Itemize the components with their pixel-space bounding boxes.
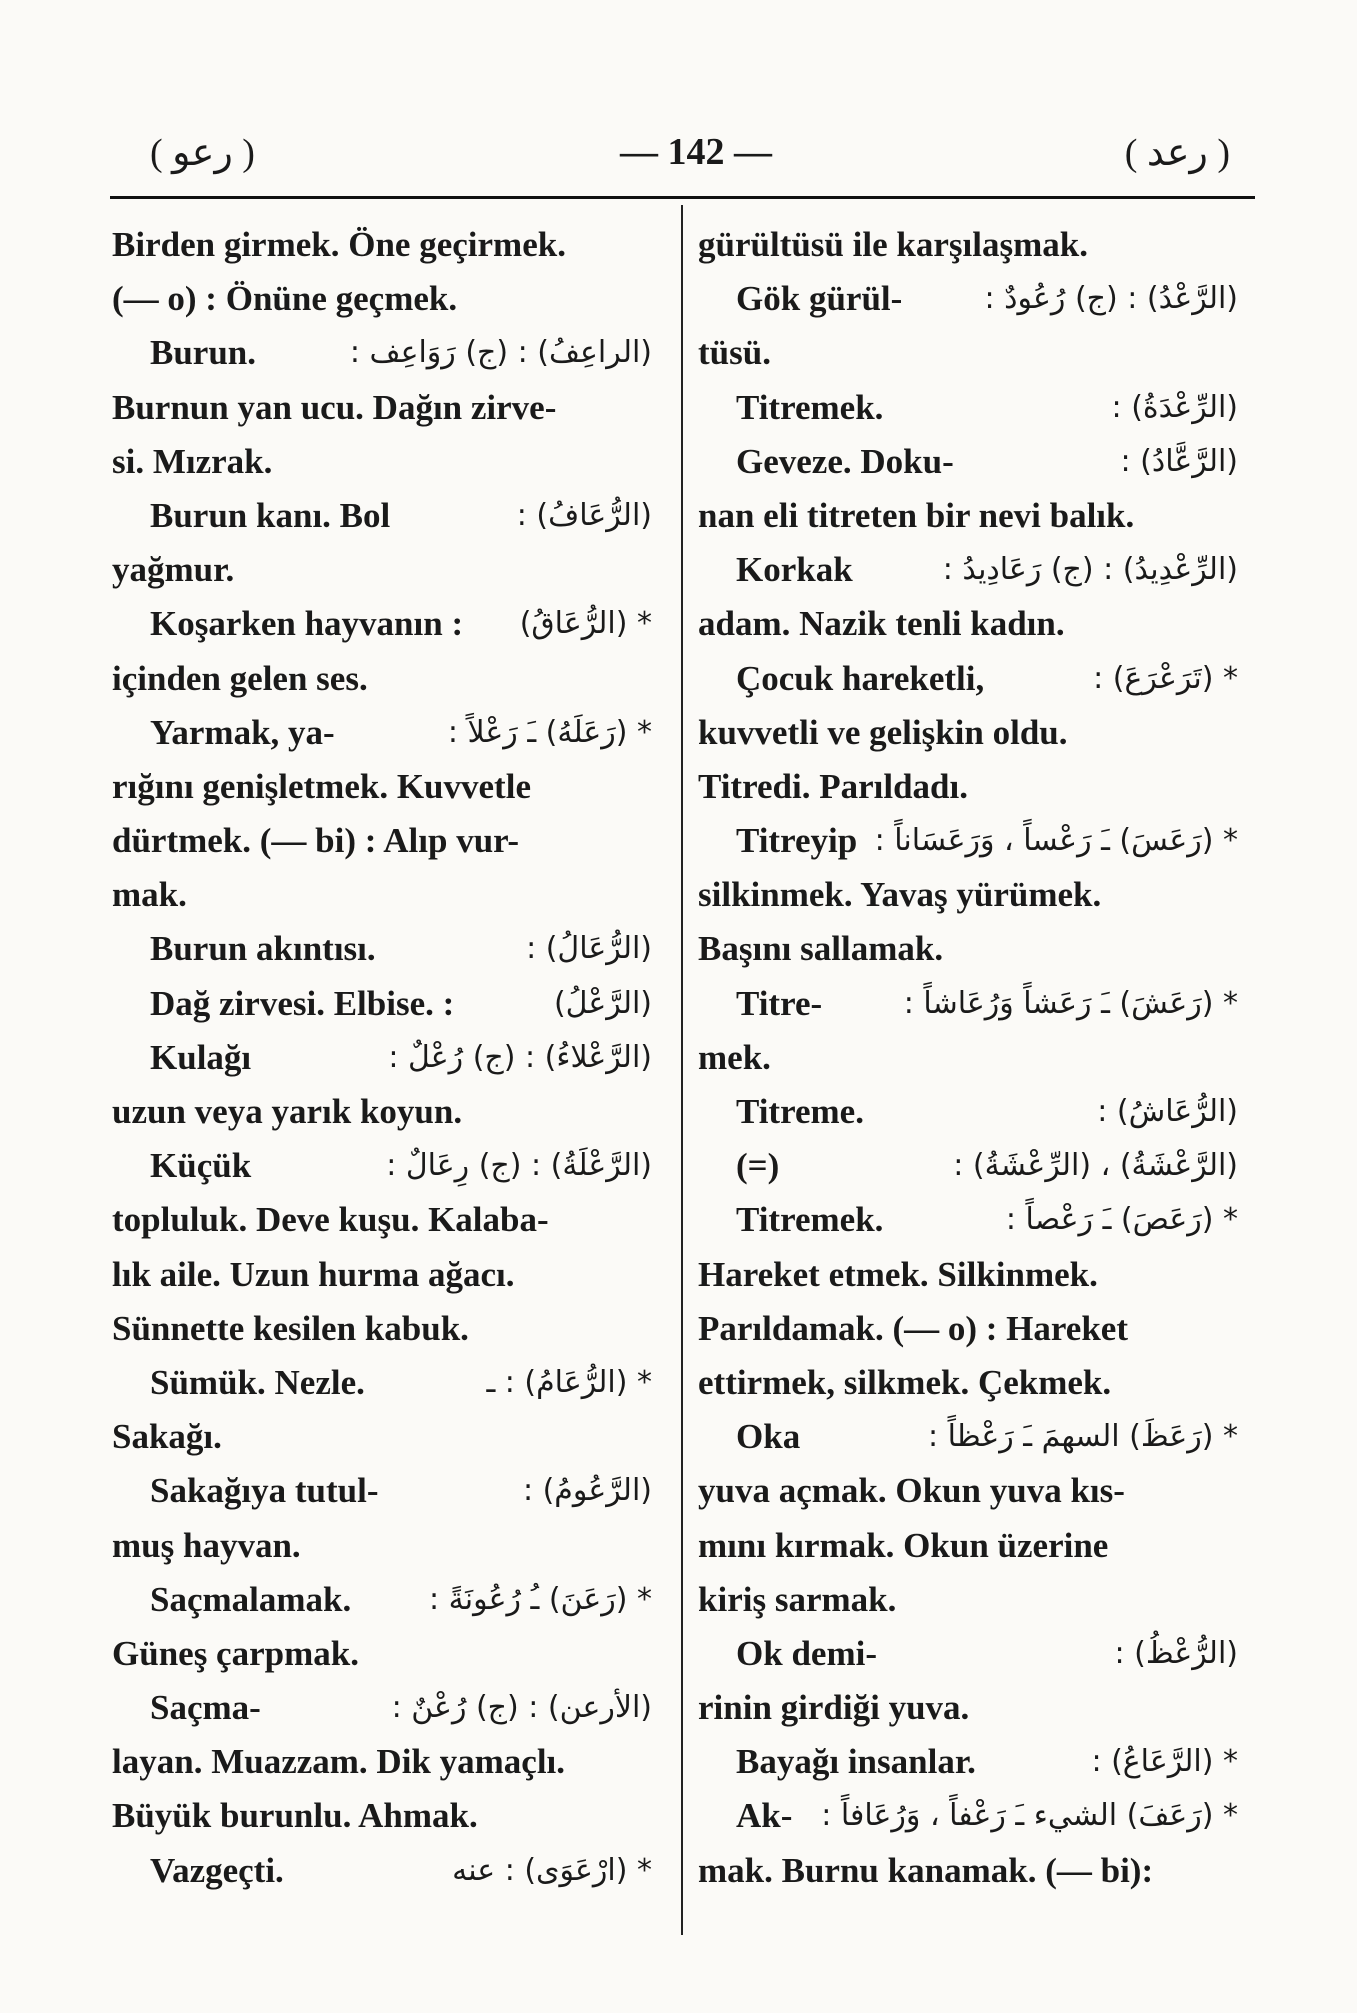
arabic-headword: * (رَعَشَ) ـَ رَعَشاً وَرُعَاشاً : (903, 985, 1238, 1021)
line-text: rinin girdiği yuva. (698, 1688, 970, 1728)
dictionary-line (112, 1681, 652, 1735)
dictionary-line (112, 1789, 652, 1843)
dictionary-line (112, 760, 652, 814)
line-text: ettirmek, silkmek. Çekmek. (698, 1362, 1112, 1402)
line-text: Burun akıntısı. (150, 929, 376, 969)
dictionary-line (698, 1681, 1238, 1735)
arabic-headword: (الرَّعْلاءُ) : (ج) رُعْلٌ : (388, 1039, 652, 1075)
dictionary-line (112, 1410, 652, 1464)
dictionary-line (112, 1356, 652, 1410)
dictionary-line (698, 435, 1238, 489)
line-text: mak. Burnu kanamak. (— bi): (698, 1850, 1154, 1890)
arabic-headword: (الرُّعَالُ) : (526, 931, 652, 967)
arabic-headword: * (الرَّعَاعُ) : (1091, 1744, 1238, 1780)
dictionary-line (698, 706, 1238, 760)
dictionary-line (698, 868, 1238, 922)
line-text: kuvvetli ve gelişkin oldu. (698, 712, 1068, 752)
arabic-headword: (الراعِفُ) : (ج) رَوَاعِف : (349, 335, 652, 371)
dictionary-line (698, 1031, 1238, 1085)
line-text: lık aile. Uzun hurma ağacı. (112, 1254, 515, 1294)
line-text: layan. Muazzam. Dik yamaçlı. (112, 1742, 566, 1782)
dictionary-line (698, 977, 1238, 1031)
line-text: Burun. (150, 333, 257, 373)
line-text: Titre- (736, 983, 823, 1023)
line-text: gürültüsü ile karşılaşmak. (698, 225, 1088, 264)
dictionary-line (112, 814, 652, 868)
dictionary-line (112, 1735, 652, 1789)
dictionary-line (698, 1519, 1238, 1573)
column-divider (681, 205, 683, 1935)
dictionary-line (698, 218, 1238, 272)
arabic-headword: (الرَّعْلَةُ) : (ج) رِعَالٌ : (386, 1148, 652, 1184)
line-text: Hareket etmek. Silkinmek. (698, 1254, 1098, 1294)
line-text: Koşarken hayvanın : (150, 604, 464, 644)
dictionary-line (698, 1789, 1238, 1843)
line-text: Korkak (736, 550, 853, 590)
arabic-headword: (الرَّعُومُ) : (522, 1473, 652, 1509)
dictionary-line (698, 922, 1238, 976)
line-text: Parıldamak. (— o) : Hareket (698, 1308, 1128, 1348)
right-root-heading: ( رعد ) (1124, 132, 1230, 174)
line-text: Çocuk hareketli, (736, 658, 985, 698)
line-text: yağmur. (112, 550, 235, 590)
dictionary-line (112, 1573, 652, 1627)
dictionary-line (112, 326, 652, 380)
line-text: adam. Nazik tenli kadın. (698, 604, 1065, 644)
line-text: mek. (698, 1037, 771, 1077)
line-text: Vazgeçti. (150, 1850, 284, 1890)
dictionary-line (112, 652, 652, 706)
line-text: Geveze. Doku- (736, 441, 954, 481)
line-text: Titreme. (736, 1092, 864, 1131)
dictionary-line (698, 326, 1238, 380)
line-text: uzun veya yarık koyun. (112, 1092, 463, 1131)
arabic-headword: * (رَعَظَ) السهمَ ـَ رَعْظاً : (927, 1419, 1238, 1455)
dictionary-line (112, 489, 652, 543)
arabic-headword: (الرُّعَافُ) : (516, 497, 652, 533)
line-text: Titredi. Parıldadı. (698, 766, 968, 806)
arabic-headword: * (رَعَلَهُ) ـَ رَعْلاً : (447, 714, 652, 750)
dictionary-line (112, 1139, 652, 1193)
line-text: topluluk. Deve kuşu. Kalaba- (112, 1200, 549, 1240)
dictionary-line (698, 1193, 1238, 1247)
arabic-headword: * (الرُّعَاقُ) (519, 606, 652, 642)
dictionary-line (698, 652, 1238, 706)
dictionary-line (112, 1193, 652, 1247)
dictionary-line (698, 597, 1238, 651)
line-text: kiriş sarmak. (698, 1579, 897, 1619)
left-root-heading: ( رعو ) (150, 132, 255, 174)
line-text: Titreyip (736, 821, 858, 861)
dictionary-line (698, 1356, 1238, 1410)
dictionary-line (698, 1573, 1238, 1627)
dictionary-line (112, 1844, 652, 1898)
arabic-headword: (الرِّعْدَةُ) : (1111, 389, 1238, 425)
line-text: Sakağı. (112, 1417, 222, 1457)
dictionary-line (112, 597, 652, 651)
dictionary-line (112, 272, 652, 326)
line-text: Bayağı insanlar. (736, 1742, 976, 1782)
page-number: — 142 — (620, 131, 772, 173)
line-text: mını kırmak. Okun üzerine (698, 1525, 1109, 1565)
dictionary-line (698, 1085, 1238, 1139)
dictionary-line (698, 272, 1238, 326)
line-text: Titremek. (736, 1200, 884, 1240)
line-text: Ok demi- (736, 1633, 877, 1673)
dictionary-line (112, 435, 652, 489)
dictionary-line (698, 543, 1238, 597)
line-text: (— o) : Önüne geçmek. (112, 279, 458, 319)
line-text: Saçmalamak. (150, 1579, 352, 1619)
line-text: nan eli titreten bir nevi balık. (698, 495, 1135, 535)
dictionary-line (698, 381, 1238, 435)
dictionary-line (112, 868, 652, 922)
dictionary-line (698, 814, 1238, 868)
arabic-headword: (الرُّعْظُ) : (1114, 1635, 1238, 1671)
line-text: Büyük burunlu. Ahmak. (112, 1796, 478, 1836)
line-text: Saçma- (150, 1688, 261, 1728)
dictionary-line (698, 1844, 1238, 1898)
header-rule (110, 196, 1255, 199)
left-column (112, 218, 652, 1898)
arabic-headword: (الرَّعْدُ) : (ج) رُعُودٌ : (984, 281, 1238, 317)
arabic-headword: * (رَعَفَ) الشيء ـَ رَعْفاً ، وَرُعَافاً : (821, 1798, 1238, 1834)
dictionary-line (112, 922, 652, 976)
dictionary-line (112, 1248, 652, 1302)
arabic-headword: (الرَّعْلُ) (553, 985, 652, 1021)
dictionary-line (112, 218, 652, 272)
arabic-headword: (الرِّعْدِيدُ) : (ج) رَعَادِيدُ : (942, 552, 1238, 588)
line-text: (=) (736, 1146, 780, 1186)
dictionary-line (698, 1464, 1238, 1518)
dictionary-line (698, 1735, 1238, 1789)
dictionary-line (112, 977, 652, 1031)
right-column (698, 218, 1238, 1898)
dictionary-line (698, 1410, 1238, 1464)
line-text: tüsü. (698, 333, 771, 373)
line-text: Sümük. Nezle. (150, 1362, 365, 1402)
dictionary-line (698, 1302, 1238, 1356)
arabic-headword: * (ارْعَوَى) : عنه (452, 1852, 652, 1888)
line-text: Kulağı (150, 1037, 252, 1077)
line-text: muş hayvan. (112, 1525, 301, 1565)
dictionary-line (698, 1627, 1238, 1681)
line-text: Küçük (150, 1146, 252, 1186)
dictionary-line (112, 1464, 652, 1518)
dictionary-line (698, 760, 1238, 814)
dictionary-line (698, 1248, 1238, 1302)
line-text: silkinmek. Yavaş yürümek. (698, 875, 1102, 915)
dictionary-line (112, 1519, 652, 1573)
dictionary-line (112, 1085, 652, 1139)
page-header (110, 130, 1240, 190)
line-text: Ak- (736, 1796, 793, 1836)
dictionary-line (698, 1139, 1238, 1193)
dictionary-line (112, 706, 652, 760)
line-text: Oka (736, 1417, 801, 1457)
line-text: Gök gürül- (736, 279, 903, 319)
arabic-headword: (الرُّعَاشُ) : (1097, 1094, 1238, 1129)
line-text: dürtmek. (— bi) : Alıp vur- (112, 821, 520, 861)
line-text: mak. (112, 875, 187, 915)
line-text: Güneş çarpmak. (112, 1633, 359, 1673)
line-text: Dağ zirvesi. Elbise. : (150, 983, 455, 1023)
line-text: Sünnette kesilen kabuk. (112, 1308, 469, 1348)
dictionary-line (112, 1627, 652, 1681)
arabic-headword: * (الرُّعَامُ) : ـ (486, 1364, 652, 1400)
dictionary-line (112, 1031, 652, 1085)
line-text: Burnun yan ucu. Dağın zirve- (112, 387, 557, 427)
arabic-headword: (الرَّعَّادُ) : (1120, 443, 1238, 479)
line-text: rığını genişletmek. Kuvvetle (112, 766, 531, 806)
arabic-headword: * (رَعَنَ) ـُ رُعُونَةً : (429, 1581, 652, 1617)
arabic-headword: (الرَّعْشَةُ) ، (الرِّعْشَةُ) : (953, 1148, 1238, 1184)
line-text: Başını sallamak. (698, 929, 944, 969)
line-text: Titremek. (736, 387, 884, 427)
dictionary-line (112, 1302, 652, 1356)
arabic-headword: (الأرعن) : (ج) رُعْنٌ : (391, 1690, 652, 1726)
line-text: Birden girmek. Öne geçirmek. (112, 225, 566, 264)
arabic-headword: * (رَعَسَ) ـَ رَعْساً ، وَرَعَسَاناً : (874, 823, 1238, 859)
line-text: yuva açmak. Okun yuva kıs- (698, 1471, 1125, 1511)
arabic-headword: * (رَعَصَ) ـَ رَعْصاً : (1005, 1202, 1238, 1238)
line-text: Burun kanı. Bol (150, 495, 391, 535)
line-text: içinden gelen ses. (112, 658, 368, 698)
arabic-headword: * (تَرَعْرَعَ) : (1093, 660, 1238, 696)
line-text: si. Mızrak. (112, 441, 273, 481)
dictionary-line (112, 543, 652, 597)
line-text: Yarmak, ya- (150, 712, 335, 752)
line-text: Sakağıya tutul- (150, 1471, 379, 1511)
dictionary-line (112, 381, 652, 435)
dictionary-line (698, 489, 1238, 543)
